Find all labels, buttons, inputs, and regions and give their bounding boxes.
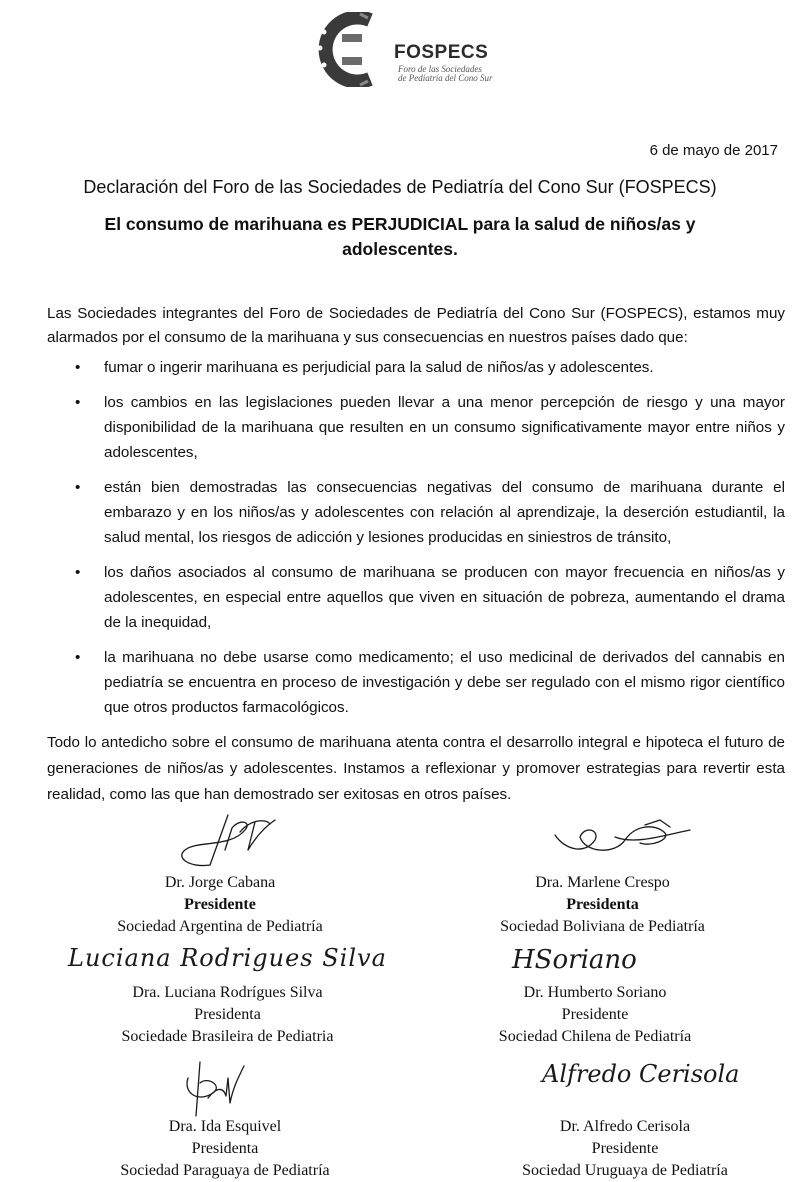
signature-crespo	[545, 815, 695, 860]
signatory-role: Presidenta	[566, 896, 639, 913]
signatory-role: Presidente	[184, 896, 256, 913]
signatory-role: Presidente	[591, 1140, 659, 1157]
signatory-society: Sociedad Boliviana de Pediatría	[500, 918, 705, 935]
signatory-society: Sociedad Paraguaya de Pediatría	[120, 1162, 330, 1179]
fospecs-emblem-icon	[312, 12, 390, 87]
logo-subtitle-line1: Foro de las Sociedades	[398, 64, 482, 74]
list-item	[47, 645, 785, 720]
document-date: 6 de mayo de 2017	[649, 142, 778, 159]
signature-block-bolivia	[480, 872, 725, 938]
signatory-name: Dr. Jorge Cabana	[164, 874, 276, 891]
signatory-role: Presidenta	[194, 1006, 261, 1023]
declaration-title: Declaración del Foro de las Sociedades de Pediatría del Cono Sur (FOSPECS)	[83, 177, 717, 197]
fospecs-logo	[312, 12, 512, 87]
list-item-text: la marihuana no debe usarse como medicamento; el uso medicinal de derivados del cannabis en pediatría se encuentra en proceso de investigación y debe ser regulado con el mismo rigor científico que otros productos farmacológicos.	[104, 649, 785, 716]
logo-subtitle	[398, 65, 518, 83]
subtitle-line1: El consumo de marihuana es PERJUDICIAL para la salud de niños/as y	[104, 214, 696, 234]
intro-paragraph: Las Sociedades integrantes del Foro de Sociedades de Pediatría del Cono Sur (FOSPECS), estamos muy alarmados por el consumo de la marihuana y sus consecuencias en nuestros países dado que:	[47, 305, 785, 346]
signature-block-brasil	[80, 982, 375, 1048]
signature-esquivel	[178, 1058, 248, 1120]
bullet-icon: •	[75, 394, 81, 411]
signature-block-argentina	[80, 872, 360, 938]
signature-cabana	[170, 810, 280, 872]
bullet-icon: •	[75, 479, 81, 496]
signature-block-uruguay	[500, 1116, 750, 1182]
subtitle-line2: adolescentes.	[342, 239, 458, 259]
signature-block-chile	[480, 982, 710, 1048]
list-item-text: fumar o ingerir marihuana es perjudicial para la salud de niños/as y adolescentes.	[104, 359, 654, 376]
list-item-text: están bien demostradas las consecuencias negativas del consumo de marihuana durante el embarazo y en los niños/as y adolescentes con relación al aprendizaje, la deserción estudiantil, la salud mental, los riesgos de adicción y lesiones producidas en siniestros de tránsito,	[104, 479, 785, 546]
signatory-name: Dra. Luciana Rodrígues Silva	[132, 984, 323, 1001]
bullet-icon: •	[75, 649, 81, 666]
signatory-society: Sociedad Chilena de Pediatría	[498, 1028, 692, 1045]
signatory-role: Presidenta	[191, 1140, 259, 1157]
signature-cerisola: Alfredo Cerisola	[542, 1060, 740, 1088]
concerns-list	[47, 355, 785, 730]
signature-soriano: HSoriano	[512, 945, 637, 975]
logo-subtitle-line2: de Pediatría del Cono Sur	[398, 73, 493, 83]
signature-block-paraguay	[100, 1116, 350, 1182]
bullet-icon: •	[75, 564, 81, 581]
list-item	[47, 560, 785, 635]
list-item	[47, 355, 785, 380]
signatory-name: Dr. Alfredo Cerisola	[559, 1118, 691, 1135]
list-item	[47, 390, 785, 465]
list-item	[47, 475, 785, 550]
signatory-name: Dra. Marlene Crespo	[535, 874, 670, 891]
signatory-society: Sociedad Uruguaya de Pediatría	[522, 1162, 728, 1179]
signatory-society: Sociedade Brasileira de Pediatria	[121, 1028, 334, 1045]
signatory-name: Dr. Humberto Soriano	[523, 984, 667, 1001]
declaration-subtitle	[60, 212, 740, 262]
list-item-text: los cambios en las legislaciones pueden llevar a una menor percepción de riesgo y una mayor disponibilidad de la marihuana que resulten en un consumo significativamente mayor entre niños y adolescentes,	[104, 394, 785, 461]
list-item-text: los daños asociados al consumo de marihuana se producen con mayor frecuencia en niños/as y adolescentes, en especial entre aquellos que viven en situación de pobreza, aumentando el drama de la inequidad,	[104, 564, 785, 631]
closing-paragraph: Todo lo antedicho sobre el consumo de marihuana atenta contra el desarrollo integral e hipoteca el futuro de generaciones de niños/as y adolescentes. Instamos a reflexionar y promover estrategias para revertir esta realidad, como las que han demostrado ser exitosas en otros países.	[47, 734, 785, 803]
signature-rodrigues: Luciana Rodrigues Silva	[68, 944, 387, 972]
logo-name: FOSPECS	[394, 42, 489, 63]
signatory-society: Sociedad Argentina de Pediatría	[117, 918, 323, 935]
signatory-role: Presidente	[561, 1006, 629, 1023]
signatory-name: Dra. Ida Esquivel	[168, 1118, 282, 1135]
bullet-icon: •	[75, 359, 81, 376]
